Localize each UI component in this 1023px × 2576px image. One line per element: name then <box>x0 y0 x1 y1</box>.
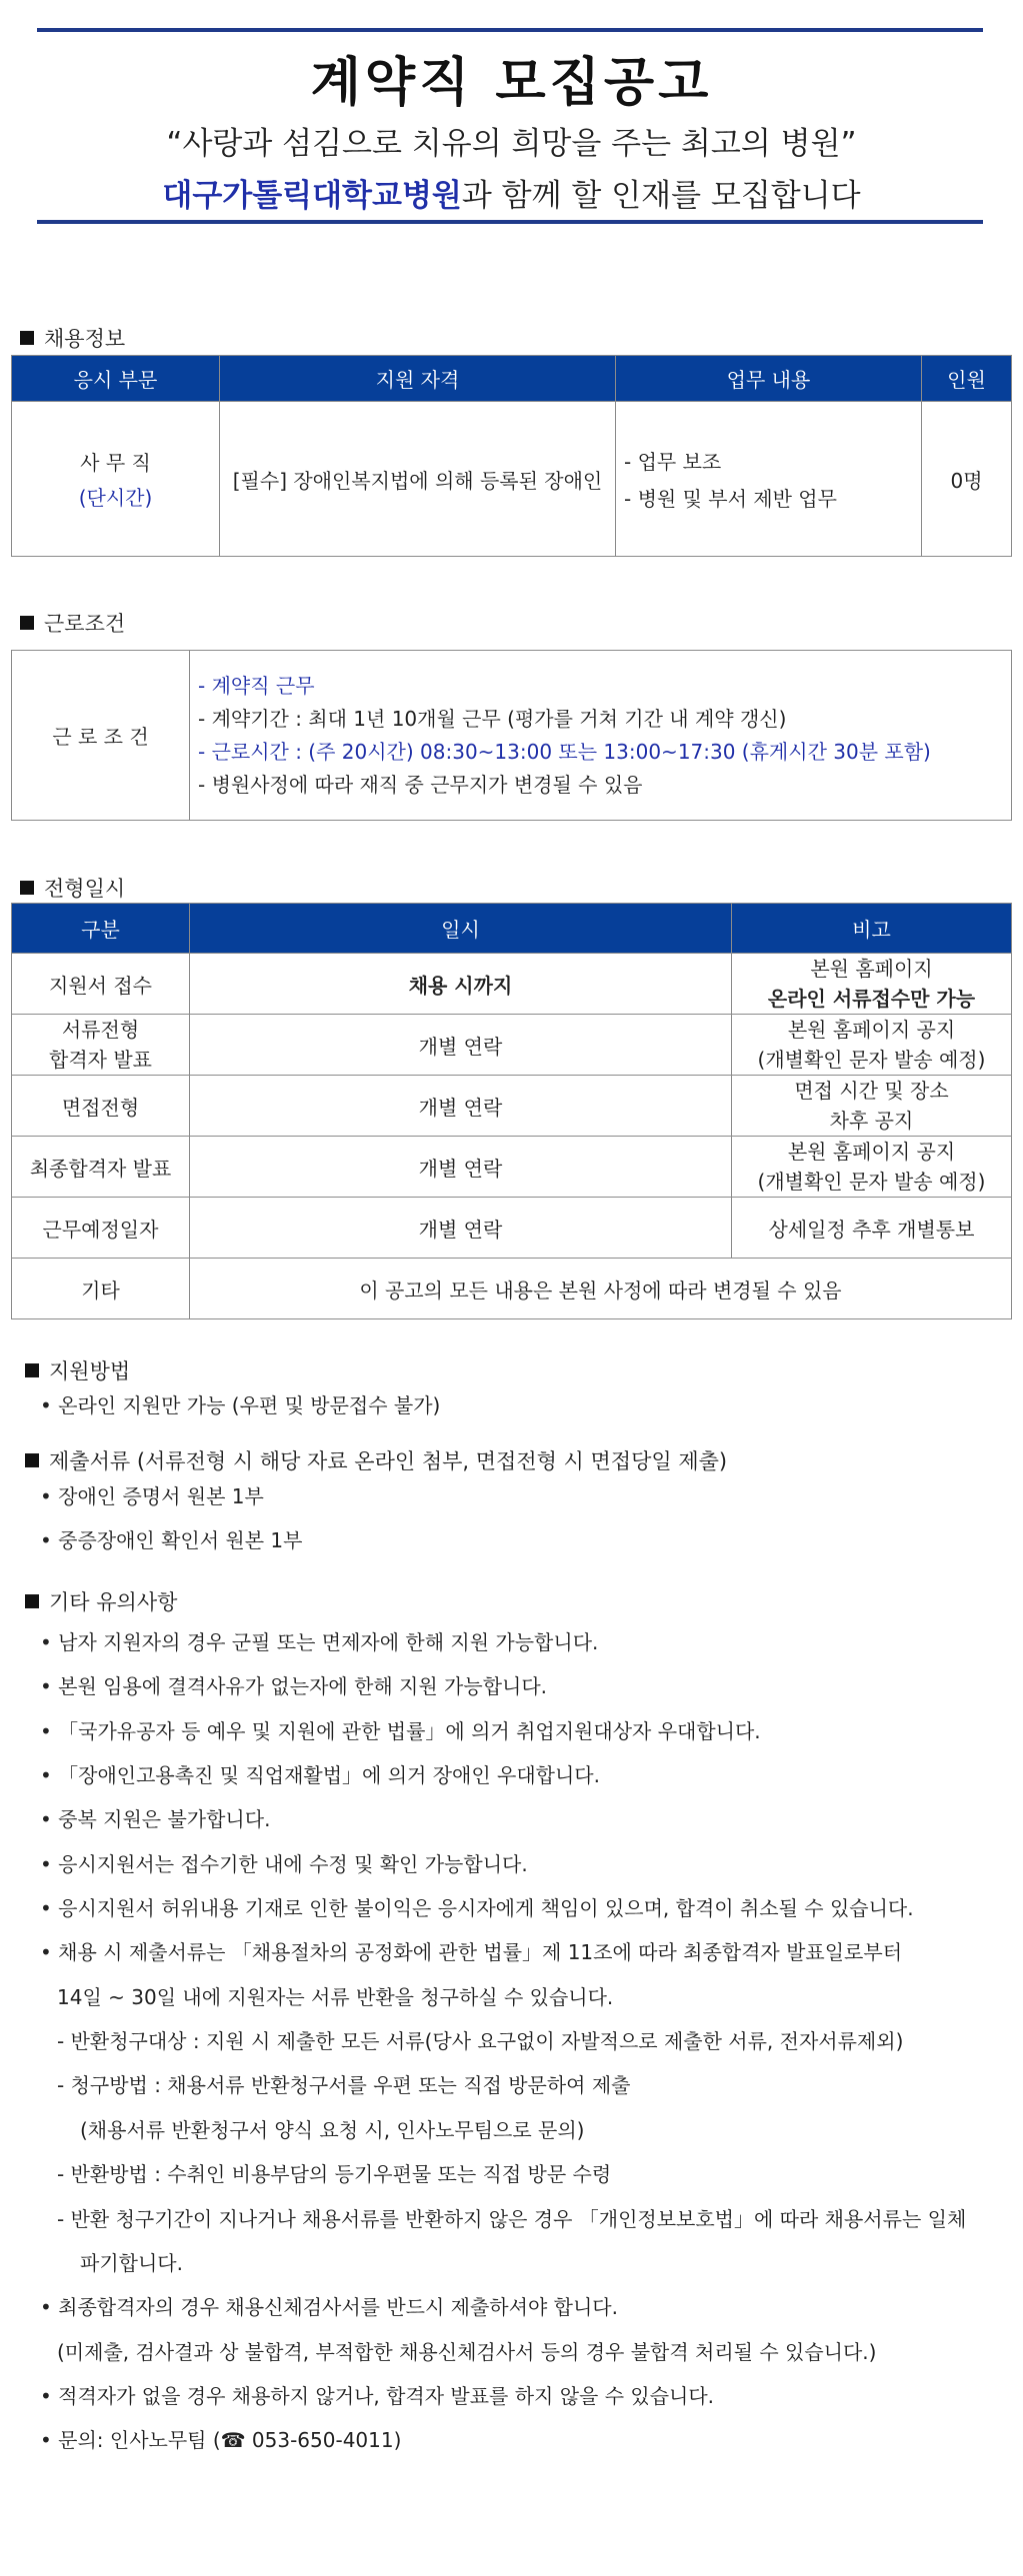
square-bullet-icon <box>20 616 34 630</box>
duties-cell <box>616 402 922 557</box>
header-cell: 비고 <box>732 904 1012 954</box>
header-cell: 응시 부문 <box>12 356 220 402</box>
note-cell: 상세일정 추후 개별통보 <box>732 1198 1012 1259</box>
square-bullet-icon <box>25 1594 39 1608</box>
section-label: 지원방법 <box>49 1359 131 1383</box>
header-cell: 인원 <box>922 356 1012 402</box>
note-line: (개별확인 문자 발송 예정) <box>757 1170 986 1194</box>
header-cell: 지원 자격 <box>220 356 616 402</box>
note-line: • 응시지원서는 접수기한 내에 수정 및 확인 가능합니다. <box>40 1852 528 1876</box>
note-line: - 반환 청구기간이 지나거나 채용서류를 반환하지 않은 경우 「개인정보보호법」에 따라 채용서류는 일체 <box>57 2207 967 2231</box>
table-row <box>12 1076 1012 1137</box>
schedule-table <box>11 903 1012 1319</box>
category-cell: 지원서 접수 <box>12 954 190 1015</box>
note-line: - 반환청구대상 : 지원 시 제출한 모든 서류(당사 요구없이 자발적으로 제출한 서류, 전자서류제외) <box>57 2029 904 2053</box>
note-line: • 「장애인고용촉진 및 직업재활법」에 의거 장애인 우대합니다. <box>40 1763 600 1787</box>
note-line: (개별확인 문자 발송 예정) <box>757 1048 986 1072</box>
square-bullet-icon <box>25 1453 39 1467</box>
section-schedule-title <box>20 873 125 903</box>
note-line: - 반환방법 : 수취인 비용부담의 등기우편물 또는 직접 방문 수령 <box>57 2162 612 2186</box>
table-row <box>12 1137 1012 1198</box>
section-notes-title <box>25 1586 177 1616</box>
header-cell: 일시 <box>190 904 732 954</box>
note-line: (미제출, 검사결과 상 불합격, 부적합한 채용신체검사서 등의 경우 불합격 처리될 수 있습니다.) <box>57 2340 877 2364</box>
note-line: • 「국가유공자 등 예우 및 지원에 관한 법률」에 의거 취업지원대상자 우대합니다. <box>40 1719 761 1743</box>
category-line: 합격자 발표 <box>49 1048 152 1072</box>
note-line: - 청구방법 : 채용서류 반환청구서를 우편 또는 직접 방문하여 제출 <box>57 2073 631 2097</box>
dept-name: 사 무 직 <box>80 451 151 475</box>
note-cell <box>732 1015 1012 1076</box>
note-line: 본원 홈페이지 <box>810 957 933 981</box>
note-line: 차후 공지 <box>829 1109 914 1133</box>
subtitle <box>0 170 1023 215</box>
conditions-label: 근 로 조 건 <box>12 651 190 821</box>
note-line: • 본원 임용에 결격사유가 없는자에 한해 지원 가능합니다. <box>40 1674 548 1698</box>
conditions-table <box>11 650 1012 821</box>
note-line: • 최종합격자의 경우 채용신체검사서를 반드시 제출하셔야 합니다. <box>40 2295 618 2319</box>
section-conditions-title <box>20 608 125 638</box>
dept-cell <box>12 402 220 557</box>
date-cell: 개별 연락 <box>190 1198 732 1259</box>
date-cell: 개별 연락 <box>190 1076 732 1137</box>
note-line: 온라인 서류접수만 가능 <box>767 987 976 1011</box>
hospital-name: 대구가톨릭대학교병원 <box>162 178 462 214</box>
dept-type: (단시간) <box>78 486 153 510</box>
note-cell <box>732 1137 1012 1198</box>
duty-line: - 업무 보조 <box>624 450 722 474</box>
condition-item: - 계약기간 : 최대 1년 10개월 근무 (평가를 거쳐 기간 내 계약 갱신) <box>198 706 787 731</box>
section-label: 기타 유의사항 <box>49 1590 178 1614</box>
header-bottom-rule <box>37 220 983 224</box>
note-cell <box>732 954 1012 1015</box>
condition-item: - 병원사정에 따라 재직 중 근무지가 변경될 수 있음 <box>198 772 643 797</box>
header-cell: 구분 <box>12 904 190 954</box>
category-line: 서류전형 <box>61 1018 140 1042</box>
note-cell <box>732 1076 1012 1137</box>
note-line: 파기합니다. <box>80 2251 183 2275</box>
date-cell: 개별 연락 <box>190 1137 732 1198</box>
note-line: • 남자 지원자의 경우 군필 또는 면제자에 한해 지원 가능합니다. <box>40 1630 599 1654</box>
contact-line: • 문의: 인사노무팀 (☎ 053-650-4011) <box>40 2428 402 2452</box>
square-bullet-icon <box>25 1363 39 1377</box>
note-line: 14일 ~ 30일 내에 지원자는 서류 반환을 청구하실 수 있습니다. <box>57 1985 614 2009</box>
condition-item: - 근로시간 : (주 20시간) 08:30~13:00 또는 13:00~17:30 (휴게시간 30분 포함) <box>198 739 931 764</box>
note-line: • 적격자가 없을 경우 채용하지 않거나, 합격자 발표를 하지 않을 수 있습니다. <box>40 2384 715 2408</box>
count-cell: 0명 <box>922 402 1012 557</box>
note-line: • 응시지원서 허위내용 기재로 인한 불이익은 응시자에게 책임이 있으며, 합격이 취소될 수 있습니다. <box>40 1896 914 1920</box>
section-label: 채용정보 <box>44 327 126 351</box>
section-label: 제출서류 (서류전형 시 해당 자료 온라인 첨부, 면접전형 시 면접당일 제출) <box>49 1449 728 1473</box>
date-cell: 채용 시까지 <box>190 954 732 1015</box>
document-item: • 장애인 증명서 원본 1부 <box>40 1484 264 1508</box>
square-bullet-icon <box>20 881 34 895</box>
category-cell: 기타 <box>12 1259 190 1319</box>
condition-item: - 계약직 근무 <box>198 673 315 698</box>
note-line: 면접 시간 및 장소 <box>794 1079 949 1103</box>
note-line: (채용서류 반환청구서 양식 요청 시, 인사노무팀으로 문의) <box>80 2118 585 2142</box>
category-cell <box>12 1015 190 1076</box>
subtitle-rest: 과 함께 할 인재를 모집합니다 <box>461 178 861 214</box>
conditions-list <box>190 651 1012 821</box>
category-cell: 면접전형 <box>12 1076 190 1137</box>
table-row <box>12 1259 1012 1319</box>
section-apply-title <box>25 1355 130 1385</box>
note-line: 본원 홈페이지 공지 <box>787 1140 956 1164</box>
section-label: 근로조건 <box>44 612 126 636</box>
section-recruit-title <box>20 323 125 353</box>
note-line: • 채용 시 제출서류는 「채용절차의 공정화에 관한 법률」제 11조에 따라 최종합격자 발표일로부터 <box>40 1940 903 1964</box>
square-bullet-icon <box>20 331 34 345</box>
header-cell: 업무 내용 <box>616 356 922 402</box>
section-label: 전형일시 <box>44 877 126 901</box>
table-row <box>12 1198 1012 1259</box>
category-cell: 최종합격자 발표 <box>12 1137 190 1198</box>
note-line: 본원 홈페이지 공지 <box>787 1018 956 1042</box>
section-documents-title <box>25 1445 727 1475</box>
document-item: • 중증장애인 확인서 원본 1부 <box>40 1528 303 1552</box>
table-row <box>12 1015 1012 1076</box>
table-row <box>12 954 1012 1015</box>
category-cell: 근무예정일자 <box>12 1198 190 1259</box>
recruit-table <box>11 355 1012 557</box>
date-cell: 개별 연락 <box>190 1015 732 1076</box>
note-line: • 중복 지원은 불가합니다. <box>40 1807 271 1831</box>
slogan: “사랑과 섬김으로 치유의 희망을 주는 최고의 병원” <box>166 126 857 162</box>
duty-line: - 병원 및 부서 제반 업무 <box>624 487 837 511</box>
apply-item: • 온라인 지원만 가능 (우편 및 방문접수 불가) <box>40 1393 441 1417</box>
qualification-cell: [필수] 장애인복지법에 의해 등록된 장애인 <box>220 402 616 557</box>
header-top-rule <box>37 28 983 32</box>
etc-cell: 이 공고의 모든 내용은 본원 사정에 따라 변경될 수 있음 <box>190 1259 1012 1319</box>
page-title: 계약직 모집공고 <box>310 53 713 113</box>
